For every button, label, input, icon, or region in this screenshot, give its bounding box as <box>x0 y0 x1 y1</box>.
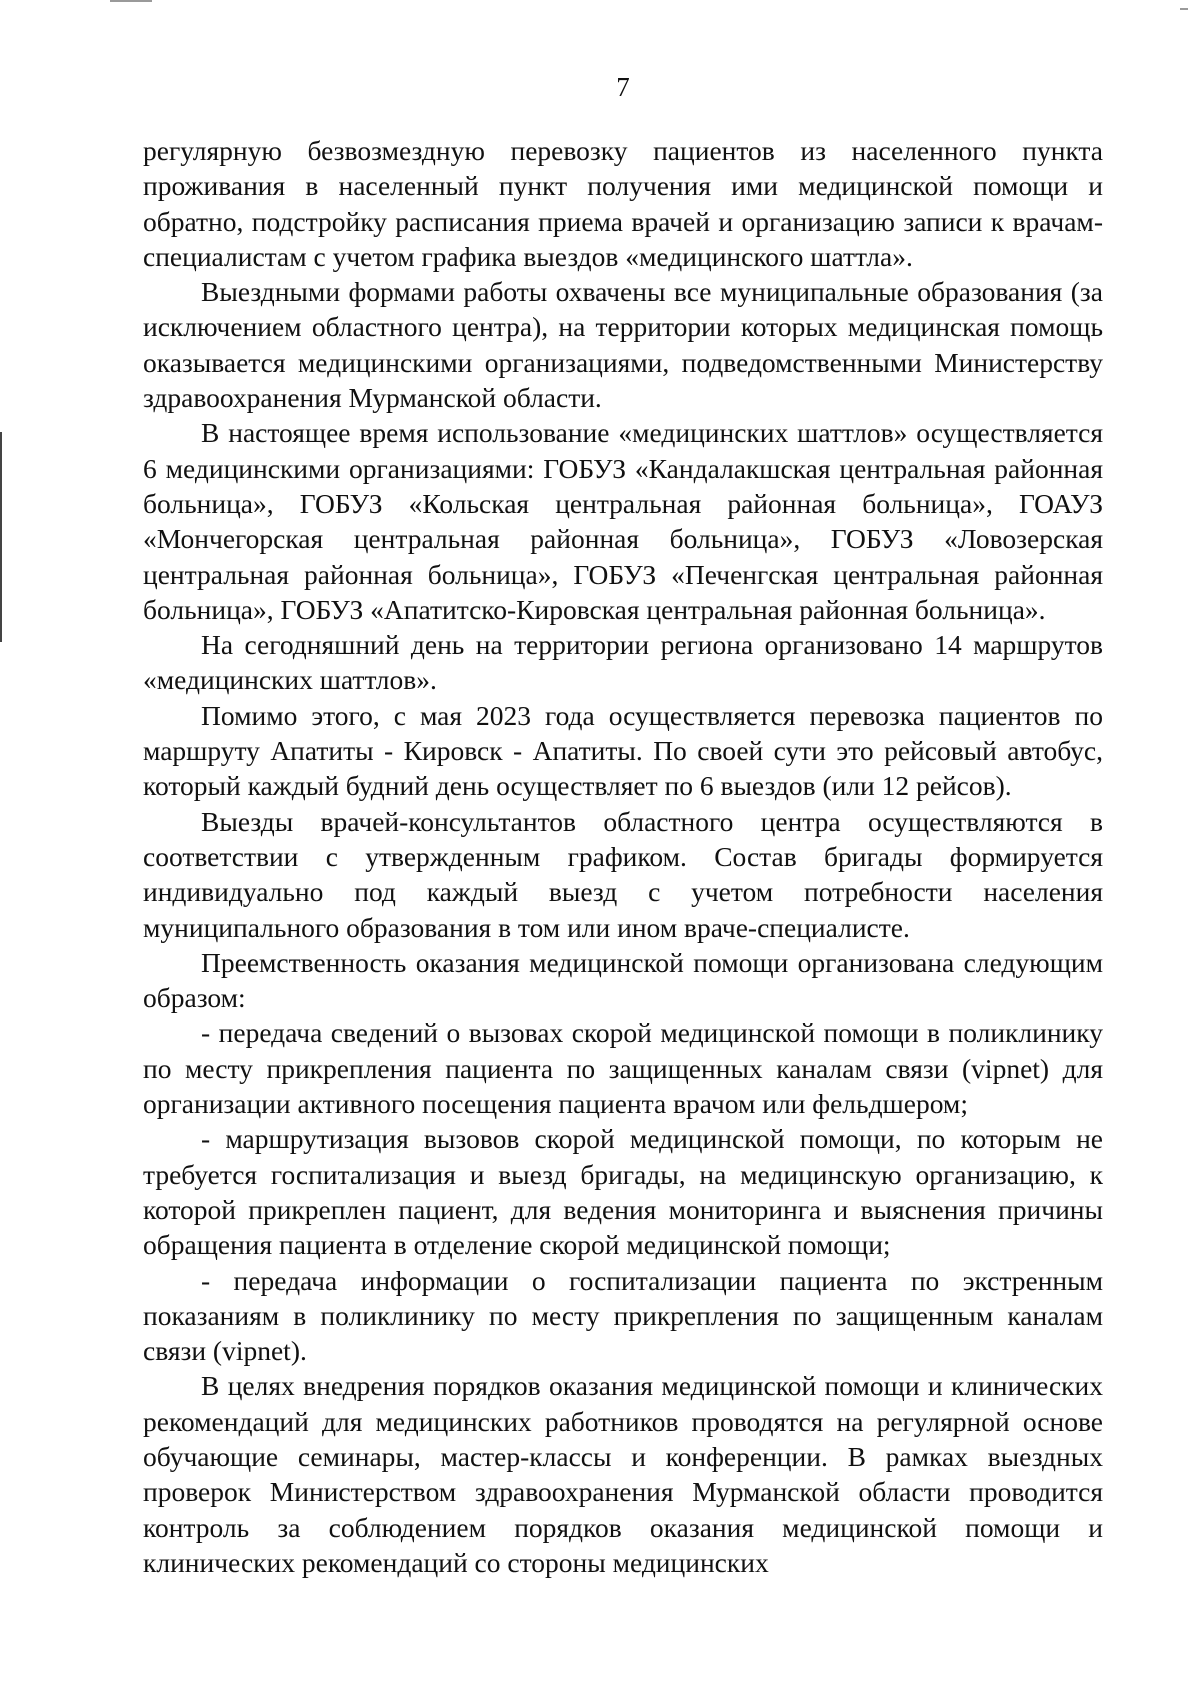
scan-artifact-top <box>110 0 152 2</box>
scan-artifact-left-edge <box>0 432 2 642</box>
paragraph-continuation: регулярную безвозмездную перевозку пациентов из населенного пункта проживания в населенный пункт получения ими медицинской помощи и обратно, подстройку расписания приема врачей и организацию записи к врачам-специалистам с учетом графика выездов «медицинского шаттла». <box>143 135 1103 272</box>
paragraph: В настоящее время использование «медицинских шаттлов» осуществляется 6 медицинскими организациями: ГОБУЗ «Кандалакшская центральная районная больница», ГОБУЗ «Кольская центральная районная больница», ГОАУЗ «Мончегорская центральная районная больница», ГОБУЗ «Ловозерская центральная районная больница», ГОБУЗ «Печенгская центральная районная больница», ГОБУЗ «Апатитско-Кировская центральная районная больница». <box>143 417 1103 625</box>
list-item: - передача сведений о вызовах скорой медицинской помощи в поликлинику по месту прикрепления пациента по защищенных каналам связи (vipnet) для организации активного посещения пациента врачом или фельдшером; <box>143 1017 1103 1120</box>
paragraph: Помимо этого, с мая 2023 года осуществляется перевозка пациентов по маршруту Апатиты - Кировск - Апатиты. По своей сути это рейсовый автобус, который каждый будний день осуществляет по 6 выездов (или 12 рейсов). <box>143 699 1103 802</box>
document-body <box>143 133 1103 1580</box>
paragraph: Выездными формами работы охвачены все муниципальные образования (за исключением областного центра), на территории которых медицинская помощь оказывается медицинскими организациями, подведомственными Министерству здравоохранения Мурманской области. <box>143 276 1103 414</box>
list-item: - маршрутизация вызовов скорой медицинской помощи, по которым не требуется госпитализация и выезд бригады, на медицинскую организацию, к которой прикреплен пациент, для ведения мониторинга и выяснения причины обращения пациента в отделение скорой медицинской помощи; <box>143 1123 1103 1261</box>
paragraph: Преемственность оказания медицинской помощи организована следующим образом: <box>143 946 1103 1014</box>
paragraph: На сегодняшний день на территории региона организовано 14 маршрутов «медицинских шаттлов». <box>143 629 1103 696</box>
paragraph: В целях внедрения порядков оказания медицинской помощи и клинических рекомендаций для медицинских работников проводятся на регулярной основе обучающие семинары, мастер-классы и конференции. В рамках выездных проверок Министерством здравоохранения Мурманской области проводится контроль за соблюдением порядков оказания медицинской помощи и клинических рекомендаций со стороны медицинских <box>143 1370 1103 1578</box>
scan-artifact-corner <box>1180 8 1188 10</box>
list-item: - передача информации о госпитализации пациента по экстренным показаниям в поликлинику по месту прикрепления по защищенным каналам связи (vipnet). <box>143 1264 1103 1367</box>
page-number: 7 <box>616 72 630 102</box>
paragraph: Выезды врачей-консультантов областного центра осуществляются в соответствии с утвержденным графиком. Состав бригады формируется индивидуально под каждый выезд с учетом потребности населения муниципального образования в том или ином враче-специалисте. <box>143 805 1103 943</box>
